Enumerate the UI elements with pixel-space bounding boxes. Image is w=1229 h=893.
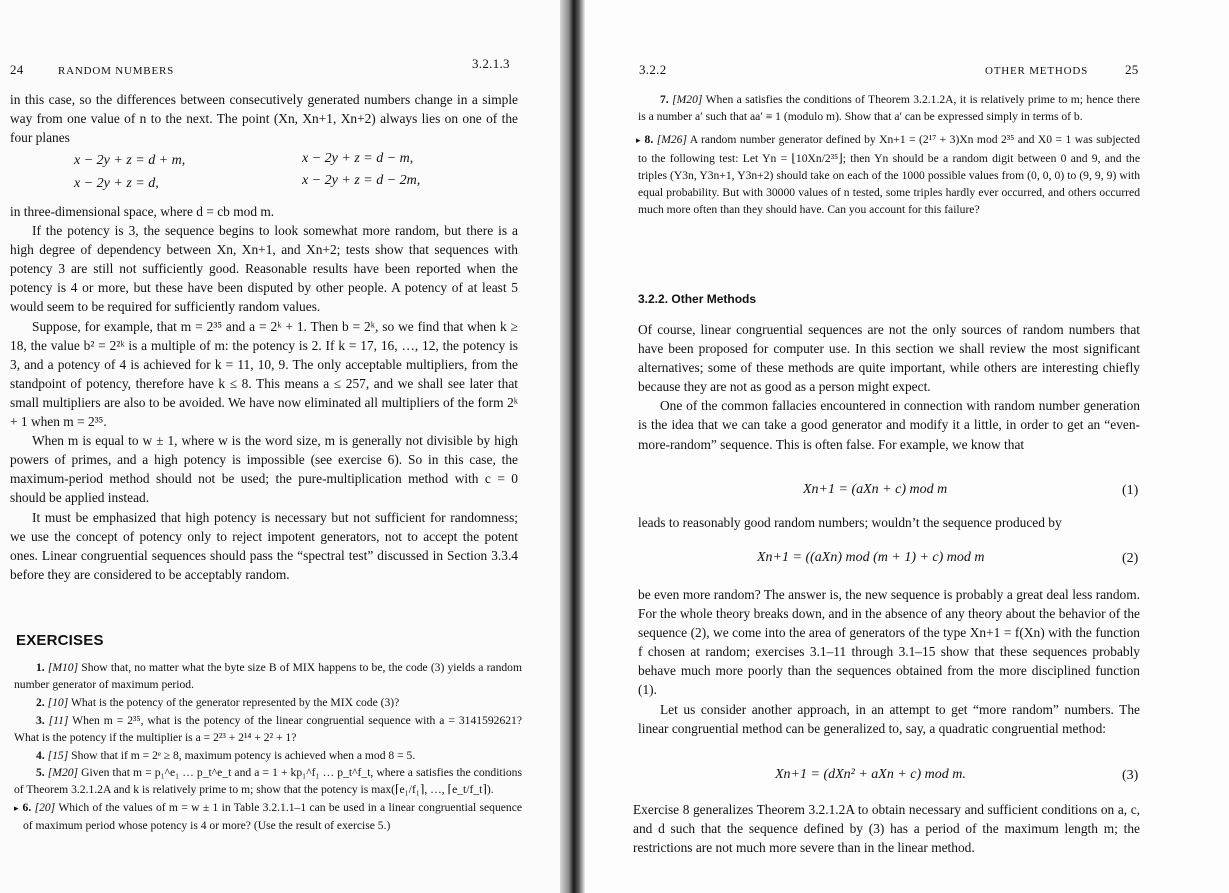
page-number: 25 — [1125, 62, 1139, 77]
exercise-item: 2. [10] What is the potency of the generator represented by the MIX code (3)? — [36, 695, 400, 709]
exercises-heading: EXERCISES — [16, 632, 104, 649]
exercise-list — [14, 659, 522, 835]
paragraph: If the potency is 3, the sequence begins to look somewhat more random, but there is a high degree of dependency between Xn, Xn+1, and Xn+2; tests show that sequences with potency 3 are still not sufficiently good. Reasonable results have been reported when the potency is 4 or more, but these have been disputed by other people. A potency of at least 5 would seem to be required for sufficiently random values. — [10, 223, 518, 315]
plane-equation: x − 2y + z = d − m, — [302, 151, 414, 166]
paragraph: Let us consider another approach, in an attempt to get “more random” numbers. The linear congruential method can be generalized to, say, a quadratic congruential method: — [638, 701, 1140, 736]
section-number: 3.2.1.3 — [472, 56, 510, 71]
equation-3: Xn+1 = (dXn² + aXn + c) mod m. — [775, 767, 966, 782]
exercise-item: 5. [M20] Given that m = p₁^e₁ … p_t^e_t and a = 1 + kp₁^f₁ … p_t^f_t, where a satisfies the conditions of Theorem 3.2.1.2A and k is relatively prime to m; show that the potency is max(⌈e₁/f₁⌉, …, ⌈e_t/f_t⌉). — [14, 766, 522, 797]
equation-1: Xn+1 = (aXn + c) mod m — [803, 482, 948, 497]
plane-equation: x − 2y + z = d + m, — [74, 153, 186, 168]
paragraph: Exercise 8 generalizes Theorem 3.2.1.2A to obtain necessary and sufficient conditions on a, c, and d such that the sequence defined by (3) has a period of the maximum length m; the restrictions are not much more severe than in the linear method. — [633, 802, 1140, 856]
exercise-item: 7. [M20] When a satisfies the conditions of Theorem 3.2.1.2A, it is relatively prime to m; hence there is a number a′ such that aa′ ≡ 1 (modulo m). Show that a′ can be expressed simply in terms of b. — [638, 93, 1140, 124]
book-gutter — [560, 0, 585, 893]
body-text — [633, 800, 1140, 857]
exercise-item: 1. [M10] Show that, no matter what the byte size B of MIX happens to be, the code (3) yields a random number generator of maximum period. — [14, 661, 522, 692]
left-page — [0, 0, 560, 893]
plane-equation: x − 2y + z = d, — [74, 176, 159, 191]
intro-paragraph: in this case, so the differences between consecutively generated numbers change in a simple way from one value of n to the next. The point (Xn, Xn+1, Xn+2) always lies on one of the four planes — [10, 92, 518, 146]
body-text — [10, 202, 518, 584]
section-heading: 3.2.2. Other Methods — [638, 292, 757, 306]
paragraph: be even more random? The answer is, the new sequence is probably a great deal less random. For the whole theory breaks down, and in the absence of any theory about the behavior of the sequence (2), we come into the area of generators of the type Xn+1 = f(Xn) with the function f chosen at random; exercises 3.1–11 through 3.1–15 show that these sequences probably behave much more poorly than the sequences obtained from the more disciplined function (1). — [638, 587, 1140, 698]
paragraph: It must be emphasized that high potency is necessary but not sufficient for randomness; we use the concept of potency only to reject impotent generators, not to accept the potent ones. Linear congruential sequences should pass the “spectral test” discussed in Section 3.3.4 before they are considered to be acceptably random. — [10, 509, 518, 582]
triangle-marker-icon: ▸ — [636, 135, 641, 146]
equation-2: Xn+1 = ((aXn) mod (m + 1) + c) mod m — [757, 550, 985, 565]
paragraph: Suppose, for example, that m = 2³⁵ and a = 2ᵏ + 1. Then b = 2ᵏ, so we find that when k ≥ 18, the value b² = 2²ᵏ is a multiple of m: the potency is 2. If k = 17, 16, …, 12, the potency is 3, and a potency of 4 is achieved for k = 11, 10, 9. The only acceptable multipliers, from the standpoint of potency, therefore have k ≤ 8. This means a ≤ 257, and we shall see later that small multipliers are also to be avoided. We have now eliminated all multipliers of the form 2ᵏ + 1 when m = 2³⁵. — [10, 318, 518, 430]
exercise-item: ▸ 8. [M26] A random number generator defined by Xn+1 = (2¹⁷ + 3)Xn mod 2³⁵ and X0 = 1 was subjected to the following test: Let Yn = ⌊10Xn/2³⁵⌋; then Yn should be a random digit between 0 and 9, and the triples (Y3n, Y3n+1, Y3n+2) should take on each of the 1000 possible values from (0, 0, 0) to (9, 9, 9) with equal probability. But with 30000 values of n tested, some triples hardly ever occurred, and others occurred much more often than they should have. Can you account for this failure? — [636, 133, 1141, 217]
page-number: 24 — [10, 62, 24, 77]
paragraph: Of course, linear congruential sequences are not the only sources of random numbers that have been proposed for computer use. In this section we shall review the most significant alternatives; some of these methods are quite important, while others are interesting chiefly because they are not as good as a person might expect. — [638, 322, 1140, 395]
exercise-item: ▸ 6. [20] Which of the values of m = w ± 1 in Table 3.2.1.1–1 can be used in a linear congruential sequence of maximum period whose potency is 4 or more? (Use the result of exercise 5.) — [14, 801, 522, 833]
exercise-item: 4. [15] Show that if m = 2ᵉ ≥ 8, maximum potency is achieved when a mod 8 = 5. — [36, 748, 416, 762]
exercise-list — [638, 91, 1140, 219]
equation-number: (3) — [1122, 768, 1139, 783]
body-text — [638, 320, 1140, 454]
equation-number: (1) — [1122, 483, 1139, 498]
right-page — [585, 0, 1229, 893]
paragraph: in three-dimensional space, where d = cb mod m. — [10, 204, 275, 219]
paragraph: When m is equal to w ± 1, where w is the word size, m is generally not divisible by high powers of primes, and a high potency is impossible (see exercise 6). So in this case, the maximum-period method should not be used; the pure-multiplication method with c = 0 should be applied instead. — [10, 433, 518, 506]
plane-equation: x − 2y + z = d − 2m, — [302, 173, 421, 188]
triangle-marker-icon: ▸ — [14, 803, 19, 814]
paragraph: leads to reasonably good random numbers; wouldn’t the sequence produced by — [638, 515, 1062, 530]
running-title: RANDOM NUMBERS — [58, 65, 175, 77]
body-text — [638, 513, 1140, 532]
section-number: 3.2.2 — [639, 62, 667, 77]
body-text — [638, 585, 1140, 738]
exercise-item: 3. [11] When m = 2³⁵, what is the potency of the linear congruential sequence with a = 3141592621? What is the potency if the multiplier is a = 2²³ + 2¹⁴ + 2² + 1? — [14, 713, 522, 744]
running-title: OTHER METHODS — [985, 65, 1088, 77]
paragraph: One of the common fallacies encountered in connection with random number generation is the idea that we can take a good generator and modify it a little, in order to get an “even-more-random” sequence. This is often false. For example, we know that — [638, 398, 1140, 452]
equation-number: (2) — [1122, 551, 1139, 566]
